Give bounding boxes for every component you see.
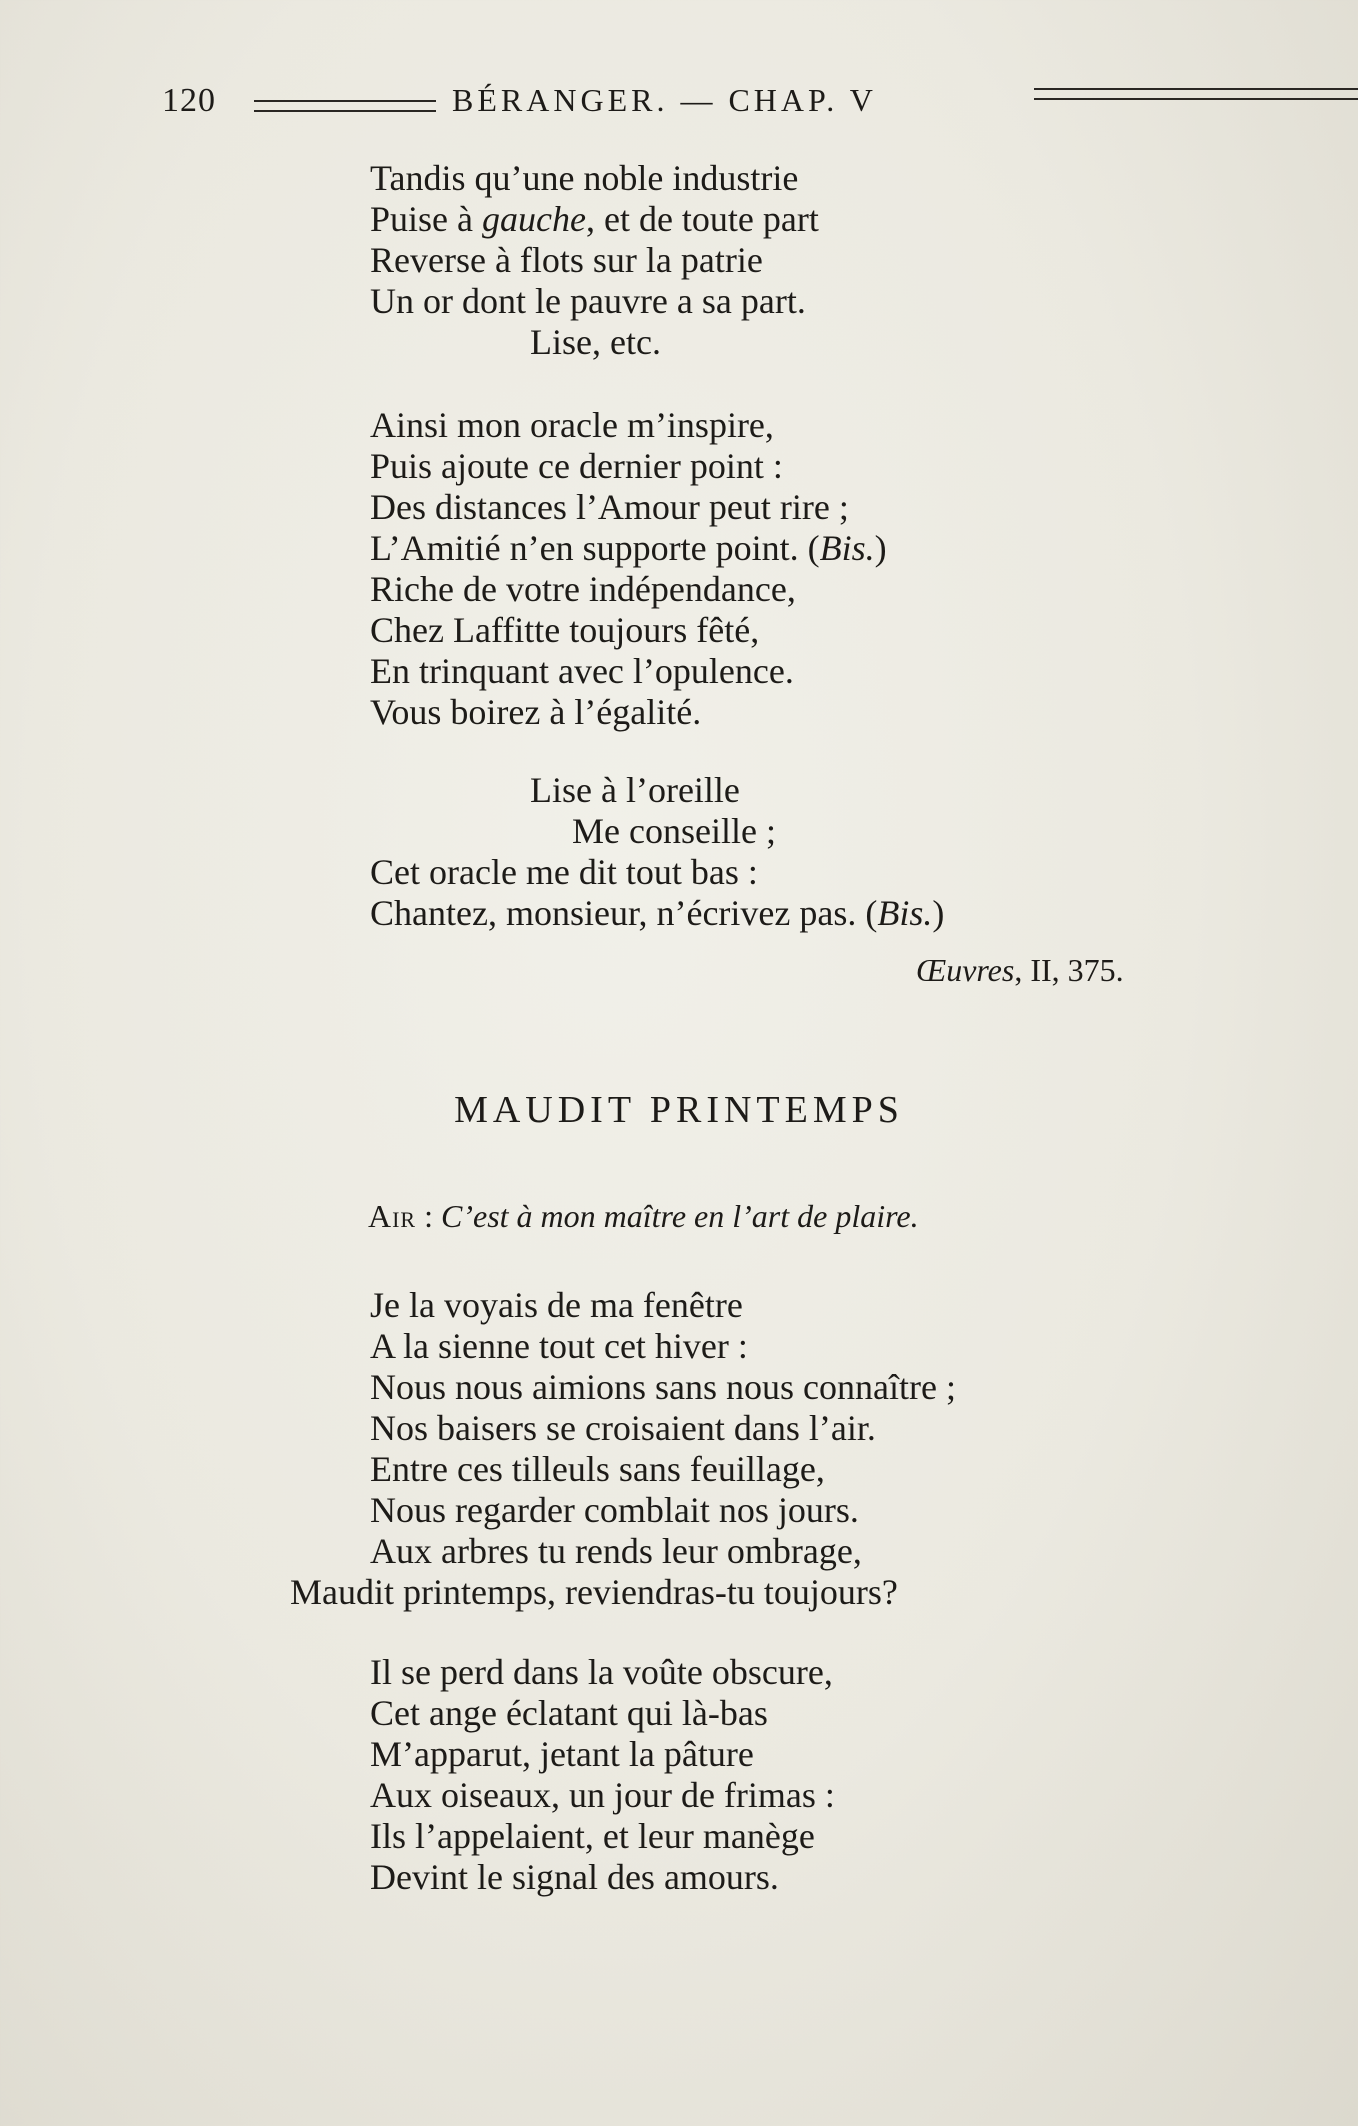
verse-line: Entre ces tilleuls sans feuillage, xyxy=(370,1449,825,1489)
verse-line: Tandis qu’une noble industrie xyxy=(370,158,799,198)
verse-line xyxy=(370,528,887,568)
air-separator: : xyxy=(416,1198,441,1234)
source-citation xyxy=(916,952,1124,989)
header-rule-left xyxy=(254,100,436,112)
running-title: BÉRANGER. — CHAP. V xyxy=(452,82,877,118)
verse-text: ) xyxy=(874,528,887,568)
verse-line: Cet ange éclatant qui là-bas xyxy=(370,1693,768,1733)
verse-line: Ainsi mon oracle m’inspire, xyxy=(370,405,774,445)
verse-text: Puise à xyxy=(370,199,482,239)
verse-line-refrain: Maudit printemps, reviendras-tu toujours? xyxy=(290,1572,898,1612)
verse-line: Cet oracle me dit tout bas : xyxy=(370,852,758,892)
verse-line: Nous regarder comblait nos jours. xyxy=(370,1490,859,1530)
verse-line: Il se perd dans la voûte obscure, xyxy=(370,1652,833,1692)
verse-line: Un or dont le pauvre a sa part. xyxy=(370,281,806,321)
verse-line: M’apparut, jetant la pâture xyxy=(370,1734,754,1774)
bis-mark: Bis. xyxy=(819,528,875,568)
verse-line: Riche de votre indépendance, xyxy=(370,569,796,609)
verse-line: En trinquant avec l’opulence. xyxy=(370,651,794,691)
air-label: Air xyxy=(368,1198,417,1234)
verse-line: Nous nous aimions sans nous connaître ; xyxy=(370,1367,956,1407)
poem-title: MAUDIT PRINTEMPS xyxy=(454,1089,904,1131)
verse-line-refrain-cue: Lise, etc. xyxy=(530,322,661,362)
source-ref: , II, 375. xyxy=(1014,952,1124,988)
air-title: C’est à mon maître en l’art de plaire. xyxy=(441,1198,919,1234)
verse-line: Me conseille ; xyxy=(572,811,776,851)
page-number: 120 xyxy=(162,82,216,119)
verse-line: Des distances l’Amour peut rire ; xyxy=(370,487,849,527)
source-work: Œuvres xyxy=(916,952,1015,988)
verse-text: ) xyxy=(932,893,945,933)
verse-line: Lise à l’oreille xyxy=(530,770,740,810)
verse-line xyxy=(370,893,944,933)
air-indication xyxy=(368,1198,919,1235)
verse-line: Aux oiseaux, un jour de frimas : xyxy=(370,1775,835,1815)
verse-line: Puis ajoute ce dernier point : xyxy=(370,446,783,486)
verse-line: Ils l’appelaient, et leur manège xyxy=(370,1816,815,1856)
verse-text: Chantez, monsieur, n’écrivez pas. ( xyxy=(370,893,878,933)
verse-line: Reverse à flots sur la patrie xyxy=(370,240,763,280)
header-rule-right xyxy=(1034,88,1358,100)
running-header xyxy=(162,80,1282,124)
verse-line: Je la voyais de ma fenêtre xyxy=(370,1285,743,1325)
verse-line: Devint le signal des amours. xyxy=(370,1857,779,1897)
verse-line: Vous boirez à l’égalité. xyxy=(370,692,702,732)
verse-text: L’Amitié n’en supporte point. ( xyxy=(370,528,820,568)
verse-line: Chez Laffitte toujours fêté, xyxy=(370,610,760,650)
verse-line: Nos baisers se croisaient dans l’air. xyxy=(370,1408,876,1448)
verse-text: , et de toute part xyxy=(585,199,819,239)
bis-mark: Bis. xyxy=(877,893,933,933)
verse-emphasis: gauche xyxy=(482,199,586,239)
verse-line: A la sienne tout cet hiver : xyxy=(370,1326,748,1366)
verse-line: Aux arbres tu rends leur ombrage, xyxy=(370,1531,862,1571)
verse-line xyxy=(370,199,819,239)
